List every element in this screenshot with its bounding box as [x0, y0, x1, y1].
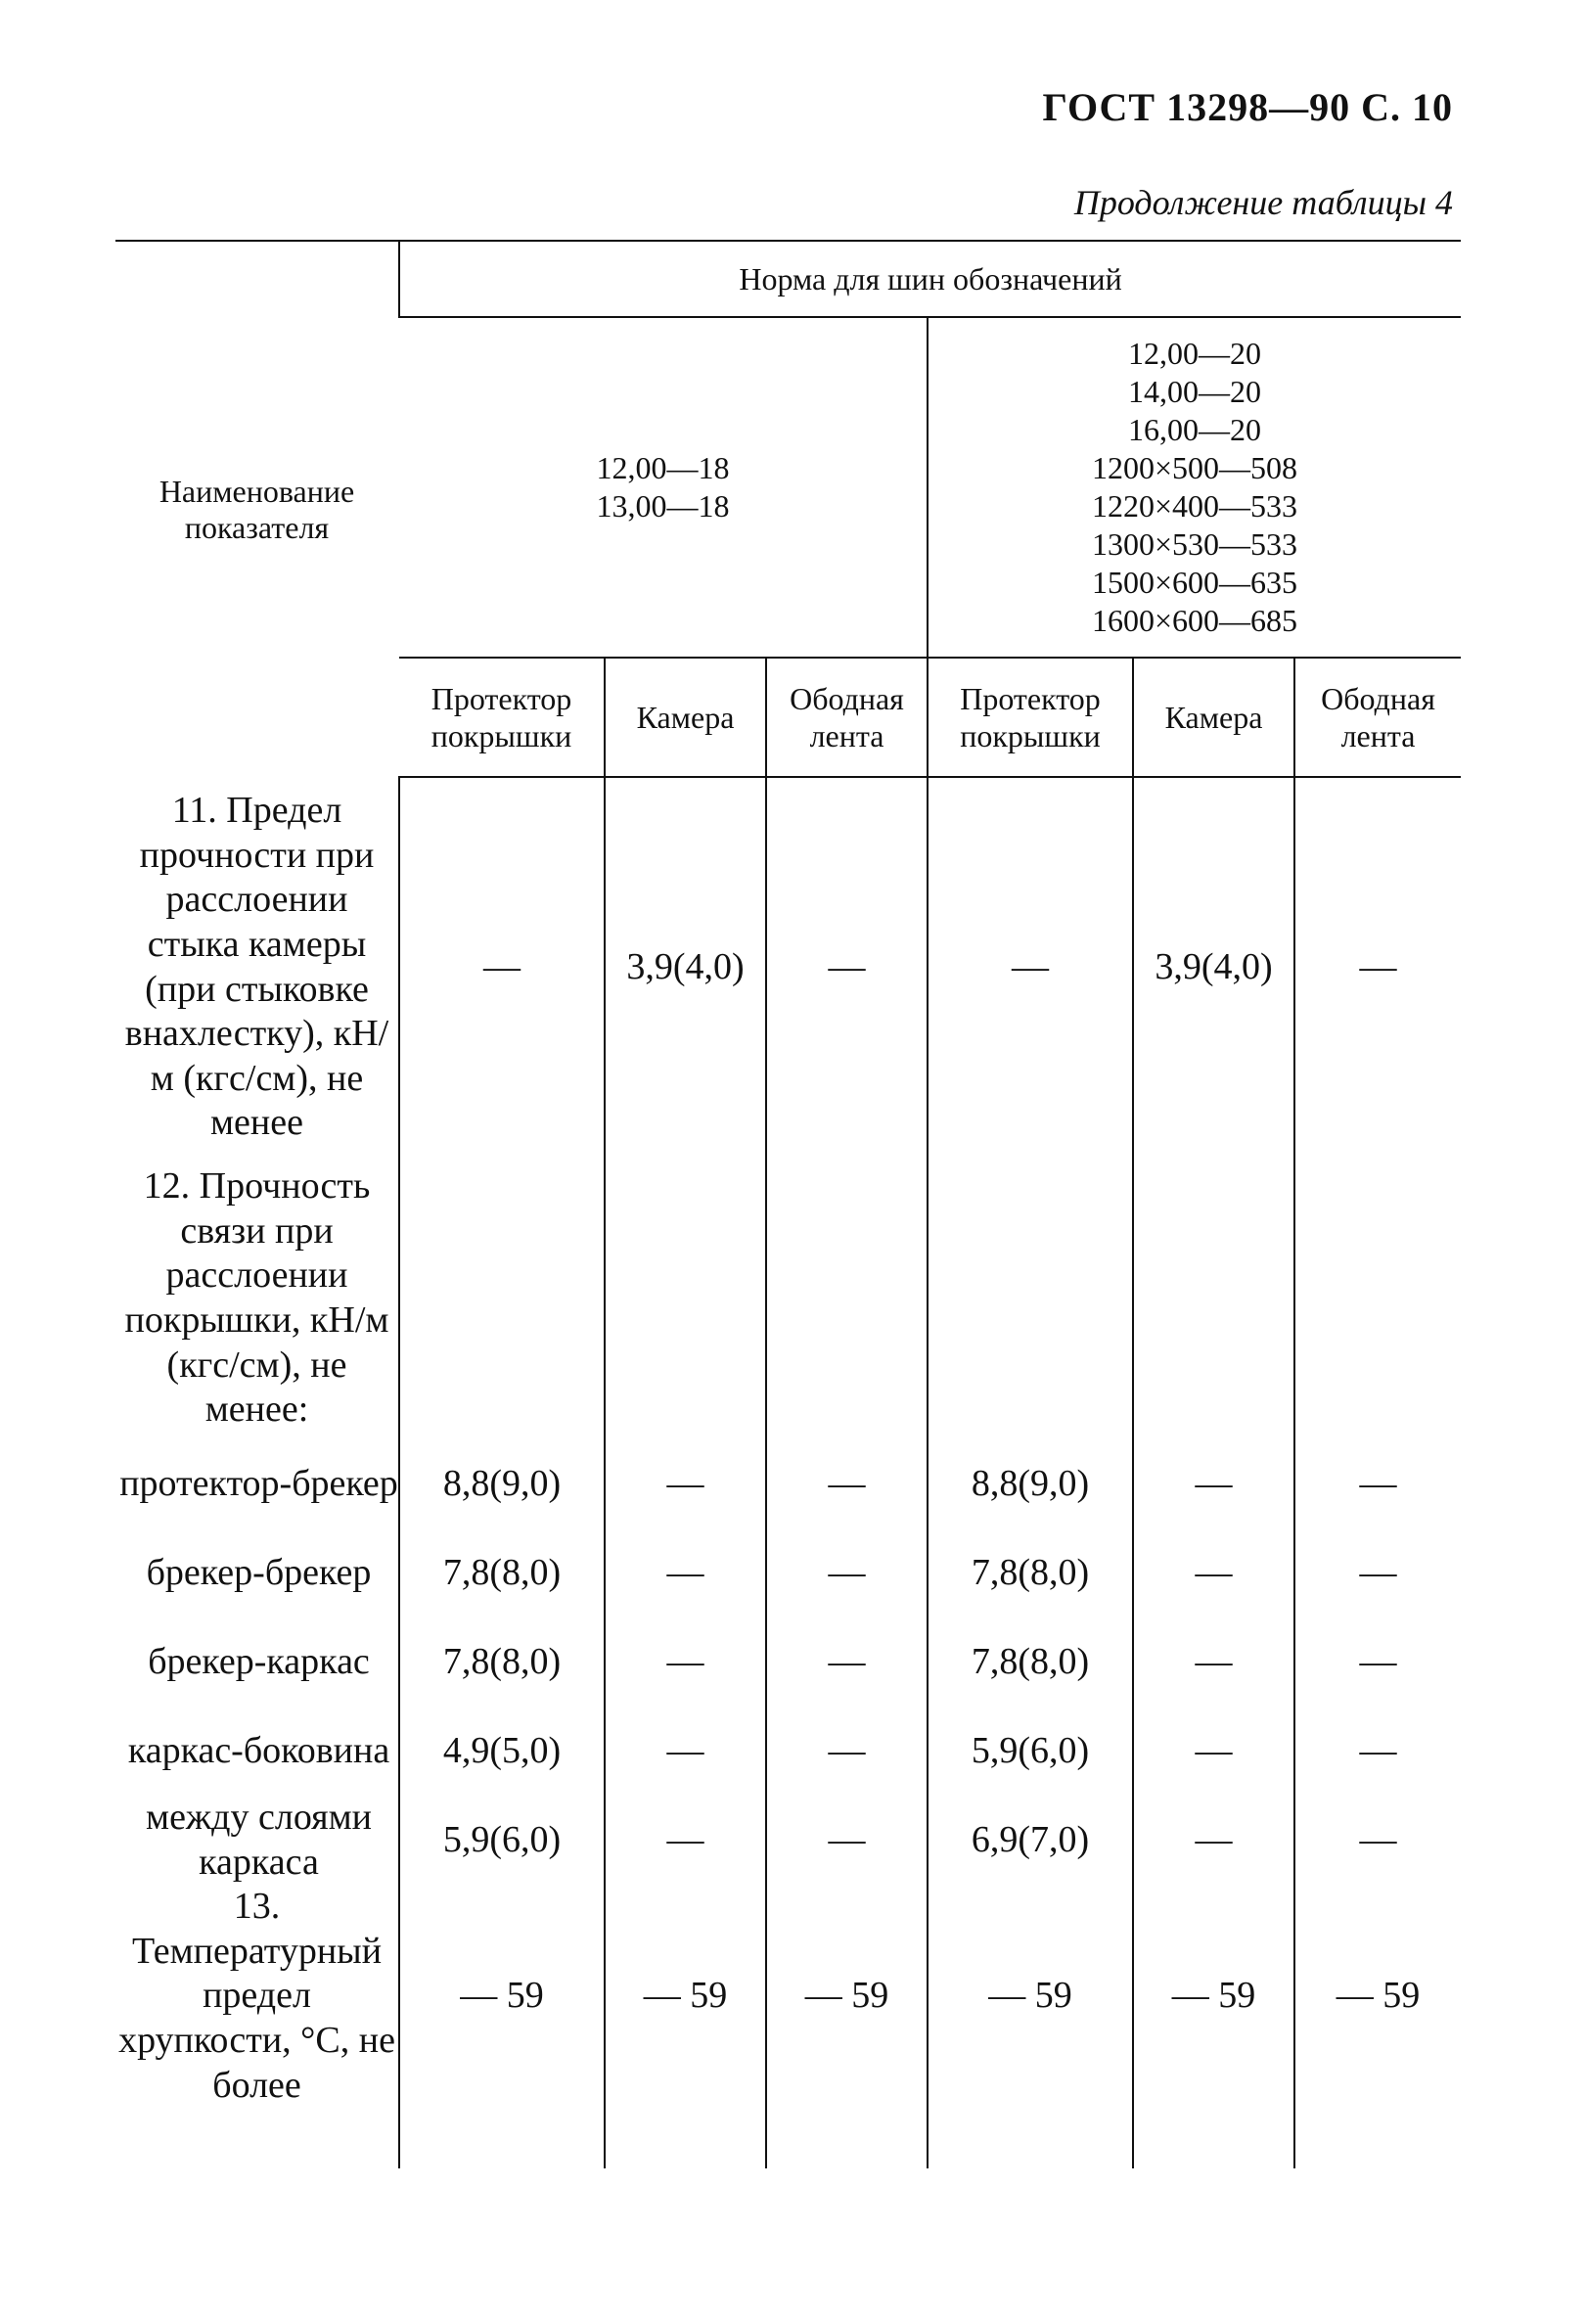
cell-value: —: [928, 777, 1133, 1158]
cell-value: — 59: [399, 1885, 605, 2108]
cell-value: [399, 1158, 605, 1439]
size-label: 12,00—18: [596, 449, 730, 485]
sub-header: Протектор покрышки: [928, 658, 1133, 777]
cell-value: — 59: [766, 1885, 928, 2108]
cell-value: [1294, 1158, 1461, 1439]
cell-value: 5,9(6,0): [928, 1707, 1133, 1796]
name-column-header: Наименование показателя: [115, 241, 399, 777]
row-label: 11. Предел прочности при расслоении стыка камеры (при стыковке внахлестку), кН/м (кгс/см), не менее: [124, 790, 389, 1144]
table-continuation-caption: Продолжение таблицы 4: [1073, 183, 1453, 222]
cell-value: 7,8(8,0): [928, 1618, 1133, 1707]
row-label: брекер-брекер: [146, 1551, 372, 1593]
sub-header: Ободная лента: [766, 658, 928, 777]
cell-value: [605, 1158, 766, 1439]
cell-value: 7,8(8,0): [399, 1618, 605, 1707]
size-label: 1500×600—635: [1091, 565, 1298, 601]
group-a-sizes: [399, 317, 928, 658]
page-header: ГОСТ 13298—90 С. 10: [1042, 85, 1453, 129]
cell-value: —: [1133, 1707, 1294, 1796]
cell-value: [928, 1158, 1133, 1439]
cell-value: —: [1133, 1618, 1294, 1707]
cell-value: —: [766, 1796, 928, 1885]
cell-value: — 59: [1294, 1885, 1461, 2108]
cell-value: — 59: [928, 1885, 1133, 2108]
cell-value: —: [605, 1528, 766, 1618]
cell-value: —: [766, 1618, 928, 1707]
cell-value: —: [605, 1618, 766, 1707]
cell-value: —: [766, 1439, 928, 1528]
cell-value: 7,8(8,0): [928, 1528, 1133, 1618]
cell-value: —: [1133, 1796, 1294, 1885]
cell-value: —: [1294, 1618, 1461, 1707]
sub-header: Ободная лента: [1294, 658, 1461, 777]
table-tail: [115, 2108, 1461, 2168]
row-label: 12. Прочность связи при расслоении покрышки, кН/м (кгс/см), не менее:: [124, 1165, 389, 1431]
cell-value: — 59: [605, 1885, 766, 2108]
group-b-sizes: [928, 317, 1461, 658]
row-label: 13. Температурный предел хрупкости, °С, не более: [118, 1886, 395, 2106]
cell-value: —: [1133, 1528, 1294, 1618]
table-row: [115, 1885, 1461, 2108]
size-label: 14,00—20: [1128, 373, 1261, 409]
cell-value: 5,9(6,0): [399, 1796, 605, 1885]
table-row: [115, 777, 1461, 1158]
cell-value: [766, 1158, 928, 1439]
size-label: 12,00—20: [1128, 335, 1261, 371]
cell-value: —: [766, 777, 928, 1158]
cell-value: —: [399, 777, 605, 1158]
table-row: [115, 1618, 1461, 1707]
group-header: Норма для шин обозначений: [399, 241, 1461, 317]
sub-header: Протектор покрышки: [399, 658, 605, 777]
cell-value: —: [1294, 1439, 1461, 1528]
table-row: [115, 1796, 1461, 1885]
cell-value: —: [1294, 1528, 1461, 1618]
cell-value: —: [766, 1528, 928, 1618]
cell-value: — 59: [1133, 1885, 1294, 2108]
cell-value: —: [1294, 1796, 1461, 1885]
row-label: брекер-каркас: [148, 1640, 370, 1682]
row-label: протектор-брекер: [119, 1462, 398, 1504]
size-label: 16,00—20: [1128, 411, 1261, 447]
row-label: между слоями каркаса: [146, 1797, 372, 1883]
sub-header: Камера: [605, 658, 766, 777]
size-label: 1300×530—533: [1091, 526, 1298, 563]
size-label: 1600×600—685: [1091, 603, 1298, 639]
cell-value: —: [766, 1707, 928, 1796]
row-label: каркас-боковина: [127, 1729, 390, 1771]
table-row: [115, 1439, 1461, 1528]
sub-header: Камера: [1133, 658, 1294, 777]
empty-cell: [928, 2108, 1133, 2168]
cell-value: —: [605, 1796, 766, 1885]
cell-value: —: [1133, 1439, 1294, 1528]
empty-cell: [766, 2108, 928, 2168]
empty-cell: [1294, 2108, 1461, 2168]
norms-table: [115, 240, 1461, 2168]
empty-cell: [605, 2108, 766, 2168]
table-row: [115, 1528, 1461, 1618]
size-label: 1200×500—508: [1091, 449, 1298, 485]
table-row: [115, 1158, 1461, 1439]
cell-value: —: [1294, 1707, 1461, 1796]
empty-cell: [399, 2108, 605, 2168]
empty-cell: [1133, 2108, 1294, 2168]
cell-value: 4,9(5,0): [399, 1707, 605, 1796]
cell-value: [1133, 1158, 1294, 1439]
size-label: 1220×400—533: [1091, 488, 1298, 524]
size-label: 13,00—18: [596, 488, 730, 524]
cell-value: —: [1294, 777, 1461, 1158]
cell-value: 3,9(4,0): [1133, 777, 1294, 1158]
empty-cell: [115, 2108, 399, 2168]
table-row: [115, 1707, 1461, 1796]
cell-value: 7,8(8,0): [399, 1528, 605, 1618]
cell-value: —: [605, 1707, 766, 1796]
cell-value: 8,8(9,0): [399, 1439, 605, 1528]
cell-value: 3,9(4,0): [605, 777, 766, 1158]
cell-value: 6,9(7,0): [928, 1796, 1133, 1885]
cell-value: 8,8(9,0): [928, 1439, 1133, 1528]
cell-value: —: [605, 1439, 766, 1528]
